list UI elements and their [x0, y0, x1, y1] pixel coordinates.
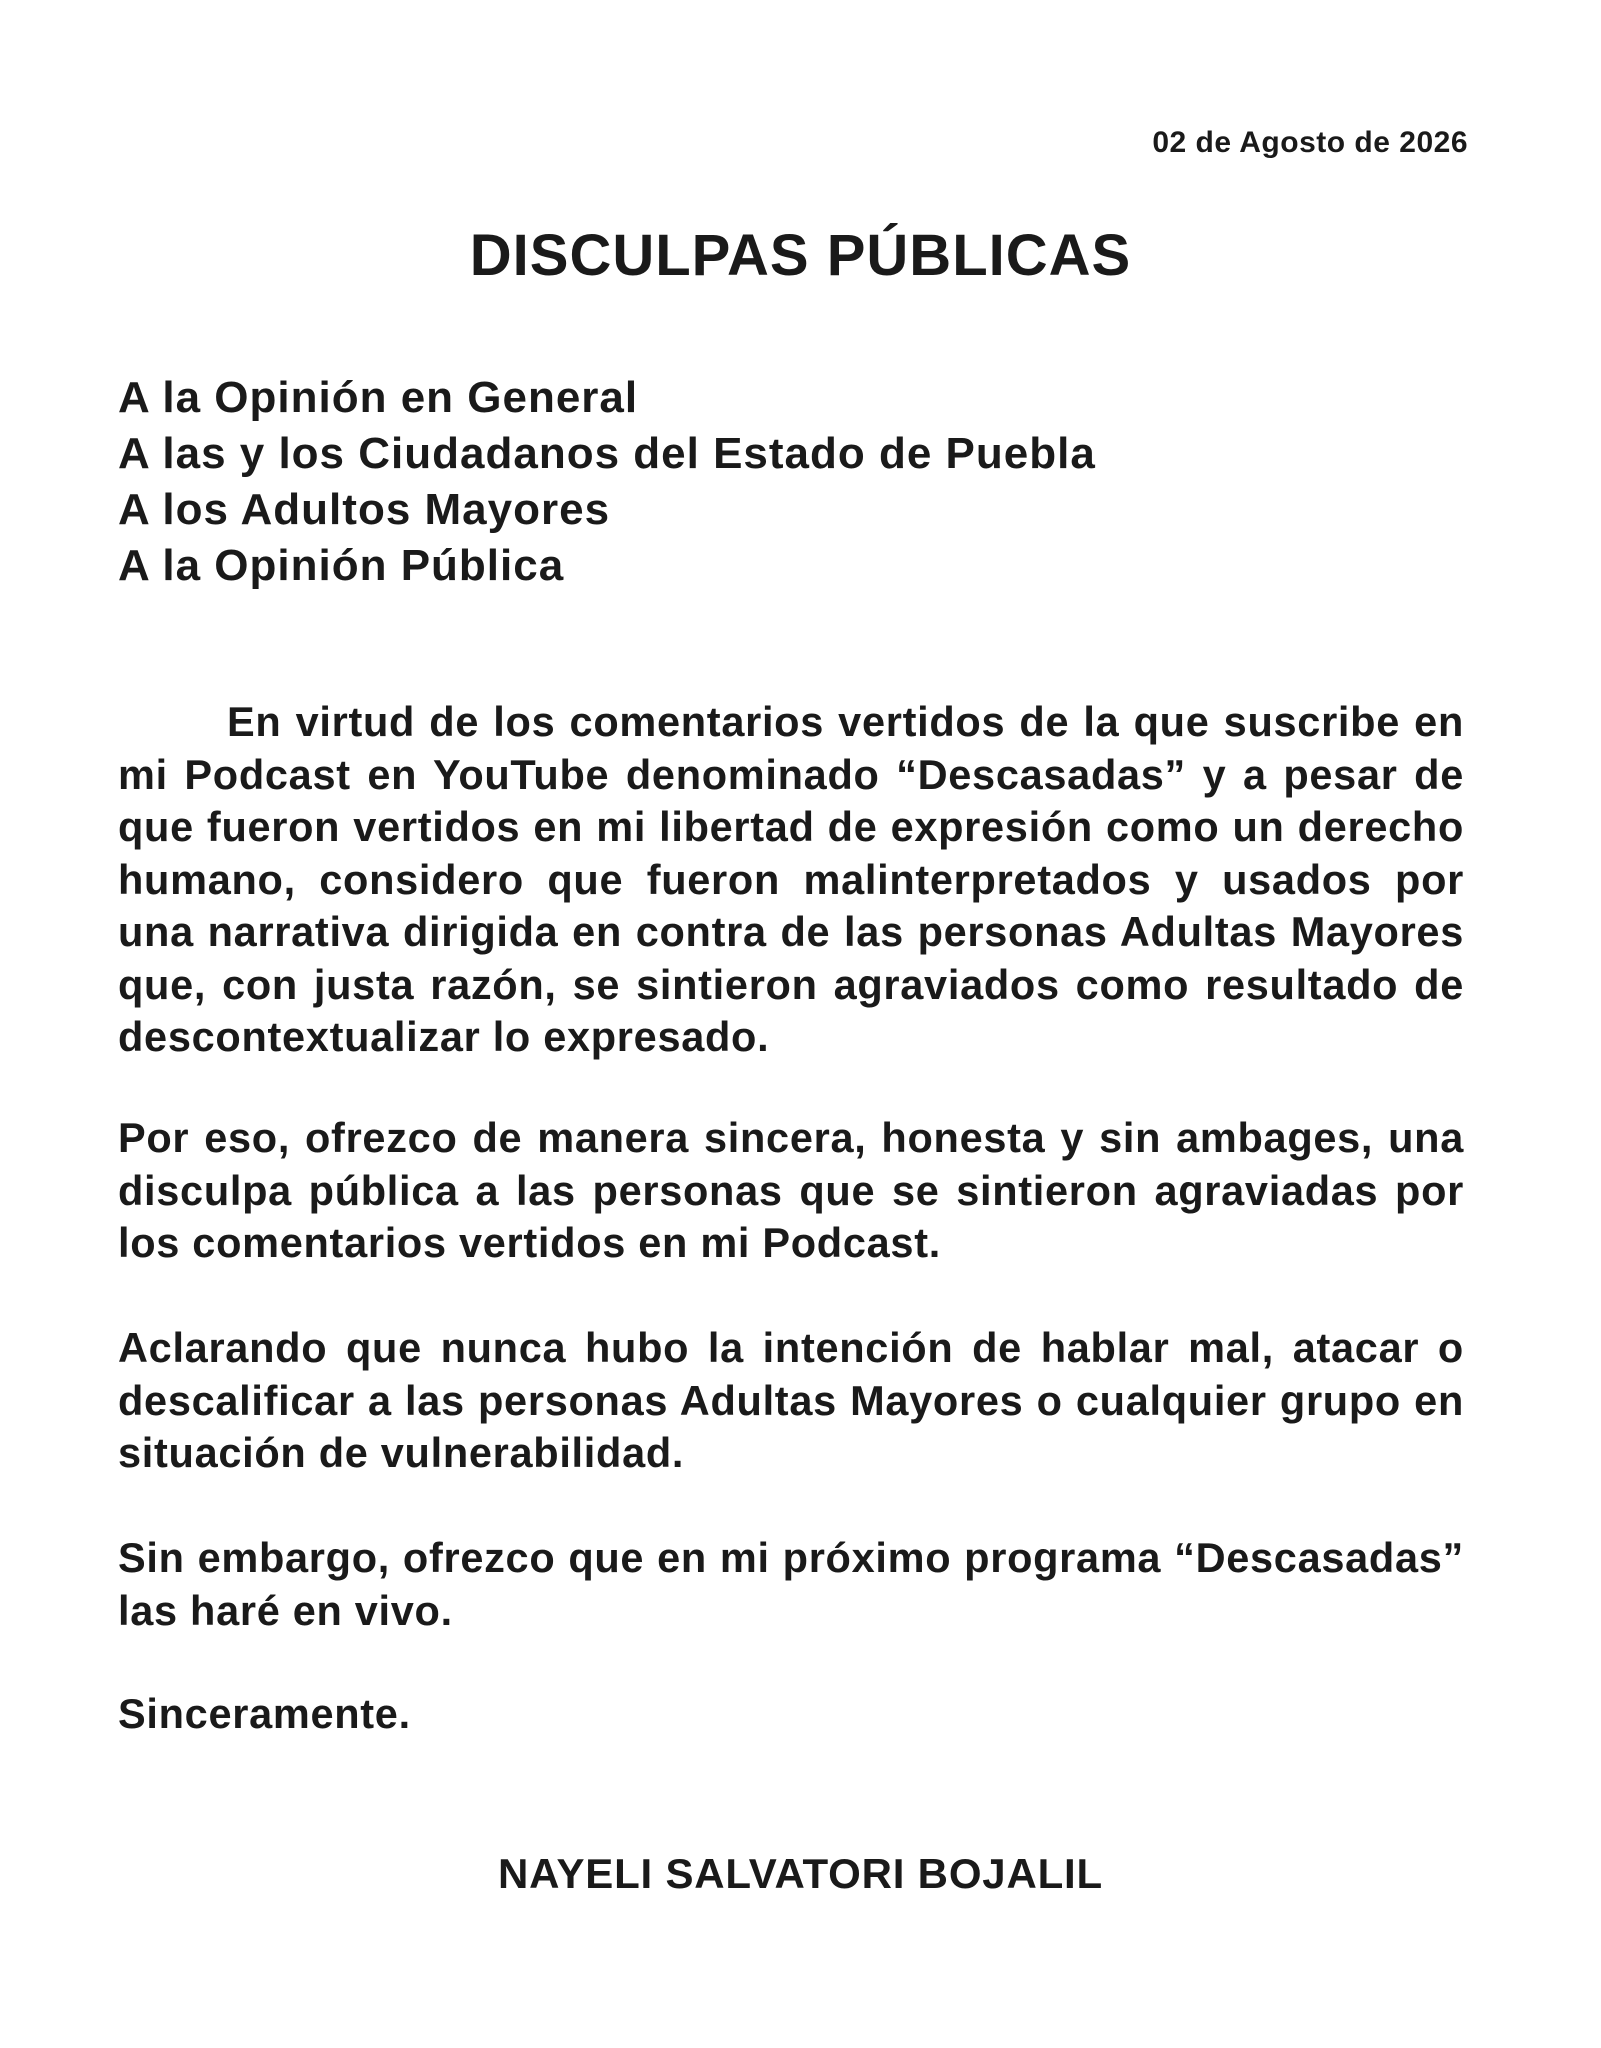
letter-date: 02 de Agosto de 2026 [1152, 126, 1468, 159]
addressee-line: A los Adultos Mayores [118, 485, 611, 534]
body-paragraph: Por eso, ofrezco de manera sincera, honesta y sin ambages, una disculpa pública a las personas que se sintieron agraviadas por los comentarios vertidos en mi Podcast. [118, 1114, 1464, 1266]
body-paragraph: En virtud de los comentarios vertidos de la que suscribe en mi Podcast en YouTube denominado “Descasadas” y a pesar de que fueron vertidos en mi libertad de expresión como un derecho humano, considero que fueron malinterpretados y usados por una narrativa dirigida en contra de las personas Adultas Mayores que, con justa razón, se sintieron agraviados como resultado de descontextualizar lo expresado. [118, 698, 1464, 1060]
body-paragraph: Sin embargo, ofrezco que en mi próximo programa “Descasadas” las haré en vivo. [118, 1534, 1464, 1634]
addressee-line: A la Opinión Pública [118, 541, 565, 590]
body-paragraph: Aclarando que nunca hubo la intención de hablar mal, atacar o descalificar a las personas Adultas Mayores o cualquier grupo en situación de vulnerabilidad. [118, 1324, 1464, 1476]
addressee-line: A la Opinión en General [118, 373, 639, 422]
letter-title: DISCULPAS PÚBLICAS [469, 223, 1132, 288]
signature-name: NAYELI SALVATORI BOJALIL [498, 1850, 1103, 1897]
addressee-line: A las y los Ciudadanos del Estado de Puebla [118, 429, 1096, 478]
closing-line: Sinceramente. [118, 1690, 411, 1737]
addressee-list [118, 370, 1096, 594]
